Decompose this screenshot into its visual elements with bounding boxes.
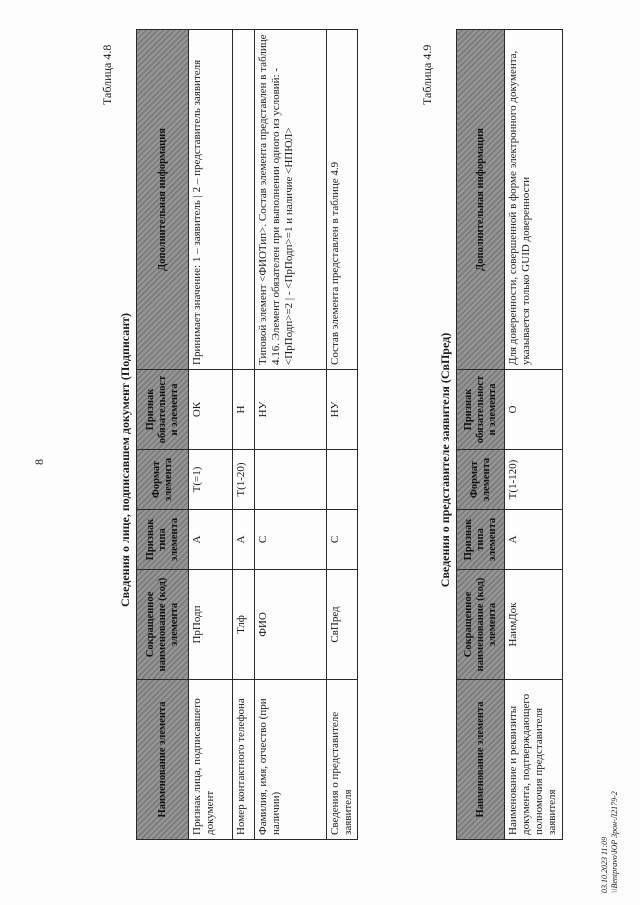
cell-name: Наименование и реквизиты документа, подтверждающего полномочия представителя заявителя — [505, 680, 563, 840]
cell-type: А — [233, 510, 255, 570]
cell-required: Н — [233, 370, 255, 450]
cell-info — [233, 30, 255, 370]
table-row — [189, 30, 233, 840]
table-4-9-caption: Сведения о представителе заявителя (СвПред) — [438, 332, 452, 588]
table-4-8-caption: Сведения о лице, подписавшем документ (Подписант) — [118, 312, 132, 608]
header-cell: Наименование элемента — [457, 680, 505, 840]
header-cell: Наименование элемента — [137, 680, 189, 840]
header-cell: Формат элемента — [457, 450, 505, 510]
header-cell: Признак обязательности элемента — [137, 370, 189, 450]
cell-name: Номер контактного телефона — [233, 680, 255, 840]
header-cell: Признак типа элемента — [457, 510, 505, 570]
cell-info: Для доверенности, совершенной в форме электронного документа, указывается только GUID доверенности — [505, 30, 563, 370]
footer-stamp — [600, 791, 620, 893]
cell-info: Типовой элемент <ФИОТип>. Состав элемента представлен в таблице 4.16. Элемент обязателен при выполнении одного из условий: - <ПрПодп>=2 | - <ПрПодп>=1 и наличие <НПЮЛ> — [255, 30, 327, 370]
table-4-8 — [136, 29, 358, 840]
cell-format — [327, 450, 358, 510]
cell-code: НаимДок — [505, 570, 563, 680]
cell-code: ПрПодп — [189, 570, 233, 680]
cell-type: С — [255, 510, 327, 570]
footer-timestamp: 03.10.2023 11:09 — [600, 836, 609, 893]
cell-name: Сведения о представителе заявителя — [327, 680, 358, 840]
cell-required: НУ — [255, 370, 327, 450]
table-row — [505, 30, 563, 840]
cell-info: Принимает значение: 1 – заявитель | 2 – представитель заявителя — [189, 30, 233, 370]
table-row — [255, 30, 327, 840]
header-cell: Признак типа элемента — [137, 510, 189, 570]
cell-type: А — [505, 510, 563, 570]
table-4-8-label: Таблица 4.8 — [100, 44, 114, 105]
cell-info: Состав элемента представлен в таблице 4.9 — [327, 30, 358, 370]
table-header-row — [457, 30, 505, 840]
cell-format — [255, 450, 327, 510]
cell-required: НУ — [327, 370, 358, 450]
cell-required: ОК — [189, 370, 233, 450]
cell-format: T(1-20) — [233, 450, 255, 510]
header-cell: Формат элемента — [137, 450, 189, 510]
cell-type: С — [327, 510, 358, 570]
cell-type: А — [189, 510, 233, 570]
cell-name: Фамилия, имя, отчество (при наличии) — [255, 680, 327, 840]
page-number: 8 — [32, 459, 46, 465]
table-4-9 — [456, 29, 563, 840]
header-cell: Сокращенное наименование (код) элемента — [457, 570, 505, 680]
cell-code: ФИО — [255, 570, 327, 680]
cell-code: Тлф — [233, 570, 255, 680]
header-cell: Дополнительная информация — [137, 30, 189, 370]
header-cell: Сокращенное наименование (код) элемента — [137, 570, 189, 680]
cell-format: T(1-120) — [505, 450, 563, 510]
table-row — [233, 30, 255, 840]
table-header-row — [137, 30, 189, 840]
table-row — [327, 30, 358, 840]
cell-format: T(=1) — [189, 450, 233, 510]
header-cell: Признак обязательности элемента — [457, 370, 505, 450]
footer-path: \\Bentpravo\ЮР Зрон-Л2179-2 — [610, 791, 619, 893]
cell-name: Признак лица, подписавшего документ — [189, 680, 233, 840]
cell-required: О — [505, 370, 563, 450]
cell-code: СвПред — [327, 570, 358, 680]
table-4-9-label: Таблица 4.9 — [420, 44, 434, 105]
header-cell: Дополнительная информация — [457, 30, 505, 370]
